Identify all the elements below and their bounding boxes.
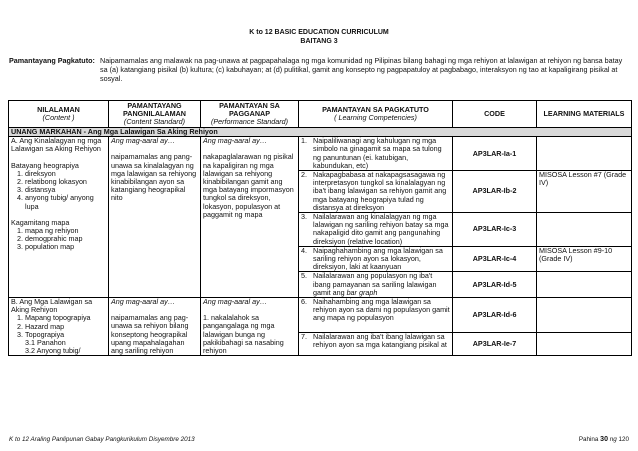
code-6: AP3LAR-Id-6 (453, 298, 537, 333)
materials-7 (537, 332, 632, 356)
table-header-row (9, 101, 632, 128)
competency-7: 7. Nailalarawan ang iba't ibang lalawigan sa rehiyon ayon sa mga katangiang pisikal at (299, 332, 453, 356)
materials-6 (537, 298, 632, 333)
code-4: AP3LAR-Ic-4 (453, 246, 537, 272)
sub-item: 3.2 Anyong tubig/ (25, 346, 81, 356)
table-row (9, 137, 632, 171)
col-content-standard: PAMANTAYANG PANGNILALAMAN (Content Standard) (109, 101, 201, 128)
competency-6: 6. Naihahambing ang mga lalawigan sa rehiyon ayon sa dami ng populasyon gamit ang mapa ng populasyon (299, 298, 453, 333)
section-title: UNANG MARKAHAN - Ang Mga Lalawigan Sa Aking Rehiyon (9, 128, 632, 137)
curriculum-title: K to 12 BASIC EDUCATION CURRICULUM (249, 29, 389, 36)
code-1: AP3LAR-Ia-1 (453, 137, 537, 171)
competency-4: 4. Naipaghahambing ang mga lalawigan sa sariling rehiyon ayon sa lokasyon, direksiyon, laki at kaanyuan (299, 246, 453, 272)
topo-list (11, 314, 106, 355)
list-item: 1. mapa ng rehiyon (25, 227, 106, 235)
standard-label: Pamantayang Pagkatuto: (9, 56, 95, 65)
code-3: AP3LAR-Ic-3 (453, 213, 537, 247)
performance-standard-a: Ang mag-aaral ay… nakapaglalarawan ng pisikal na kapaligiran ng mga lalawigan sa rehiyong kinabibilangan gamit ang mga batayang impormasyon tungkol sa direksyon, lokasyon, populasyon at paggamit ng mapa (201, 137, 299, 298)
competency-2: 2. Nakapagbabasa at nakapagsasagawa ng interpretasyon tungkol sa kinalalagyan ng iba't ibang lalawigan sa rehiyon gamit ang mga batayang heograpiya tulad ng distansya at direksyon (299, 171, 453, 213)
code-5: AP3LAR-Id-5 (453, 272, 537, 298)
competency-5: 5. Nailalarawan ang populasyon ng iba't ibang pamayanan sa sariling lalawigan gamit ang bar graph (299, 272, 453, 298)
materials-5 (537, 272, 632, 298)
table-row (9, 298, 632, 333)
materials-4: MISOSA Lesson #9-10 (Grade IV) (537, 246, 632, 272)
grade-title: BAITANG 3 (300, 37, 338, 45)
content-cell-a (9, 137, 109, 298)
map-list (11, 227, 106, 252)
geo-list (11, 170, 106, 211)
map-heading: Kagamitang mapa (11, 217, 70, 227)
list-item: 2. Hazard map (25, 323, 106, 331)
list-item: 2. relatibong lokasyon (25, 178, 106, 186)
content-heading-b: B. Ang Mga Lalawigan sa Aking Rehiyon (11, 297, 93, 315)
geo-heading: Batayang heograpiya (11, 160, 79, 170)
code-2: AP3LAR-Ib-2 (453, 171, 537, 213)
list-item: 1. Mapang topograpiya (25, 314, 106, 322)
col-performance-standard: PAMANTAYAN SA PAGGANAP (Performance Standard) (201, 101, 299, 128)
list-item: 2. demogprahic map (25, 235, 106, 243)
standard-text: Naipamamalas ang malawak na pag-unawa at pagpapahalaga ng mga komunidad ng Pilipinas bilang bahagi ng mga rehiyon at lalawigan at rehiyon ng bansa batay sa (a) katangiang pisikal (b) kultura; (c) kabuhayan; at (d) pulitikal, gamit ang konsepto ng pagpapatuloy at pagbabago, interaksyon ng tao at kapaligirang pisikal at sosyal. (100, 56, 623, 84)
list-item: 1. direksyon (25, 170, 106, 178)
performance-standard-b: Ang mag-aaral ay… 1. nakalalahok sa pangangalaga ng mga lalawigan bunga ng pakikibahagi sa nasabing rehiyon (201, 298, 299, 356)
col-materials: LEARNING MATERIALS (537, 101, 632, 128)
col-code: CODE (453, 101, 537, 128)
page-number: Pahina 30 ng 120 (578, 436, 629, 443)
list-item: 3. population map (25, 243, 106, 251)
page-header (0, 0, 638, 46)
content-standard-a: Ang mag-aaral ay… naipamamalas ang pang-unawa sa kinalalagyan ng mga lalawigan sa rehiyong kinabibilangan ayon sa katangiang heograpikal nito (109, 137, 201, 298)
competency-1: 1. Naipaliliwanagi ang kahulugan ng mga simbolo na ginagamit sa mapa sa tulong ng panuntunan (ei. katubigan, kabundukan, etc) (299, 137, 453, 171)
list-item: 4. anyong tubig/ anyong lupa (25, 194, 106, 210)
competency-3: 3. Nailalarawan ang kinalalagyan ng mga lalawigan ng sariling rehiyon batay sa mga nakapaligid dito gamit ang pangunahing direksiyon (relative location) (299, 213, 453, 247)
materials-1 (537, 137, 632, 171)
materials-3 (537, 213, 632, 247)
curriculum-table (8, 100, 632, 356)
content-heading-a: A. Ang Kinalalagyan ng mga Lalawigan sa Aking Rehiyon (11, 136, 102, 154)
sub-item: 3.1 Panahon (25, 338, 66, 348)
content-standard-b: Ang mag-aaral ay… naipamamalas ang pag-unawa sa rehiyon bilang konseptong heograpikal upang mapahalagahan ang sariling rehiyon (109, 298, 201, 356)
content-cell-b (9, 298, 109, 356)
list-item: 3. distansya (25, 186, 106, 194)
code-7: AP3LAR-Ie-7 (453, 332, 537, 356)
list-item: 3. Topograpiya 3.1 Panahon 3.2 Anyong tubig/ (25, 331, 106, 356)
footer-text: K to 12 Araling Panlipunan Gabay Pangkurikulum Disyembre 2013 (9, 436, 195, 443)
col-competencies: PAMANTAYAN SA PAGKATUTO ( Learning Competencies) (299, 101, 453, 128)
col-content: NILALAMAN (Content ) (9, 101, 109, 128)
materials-2: MISOSA Lesson #7 (Grade IV) (537, 171, 632, 213)
